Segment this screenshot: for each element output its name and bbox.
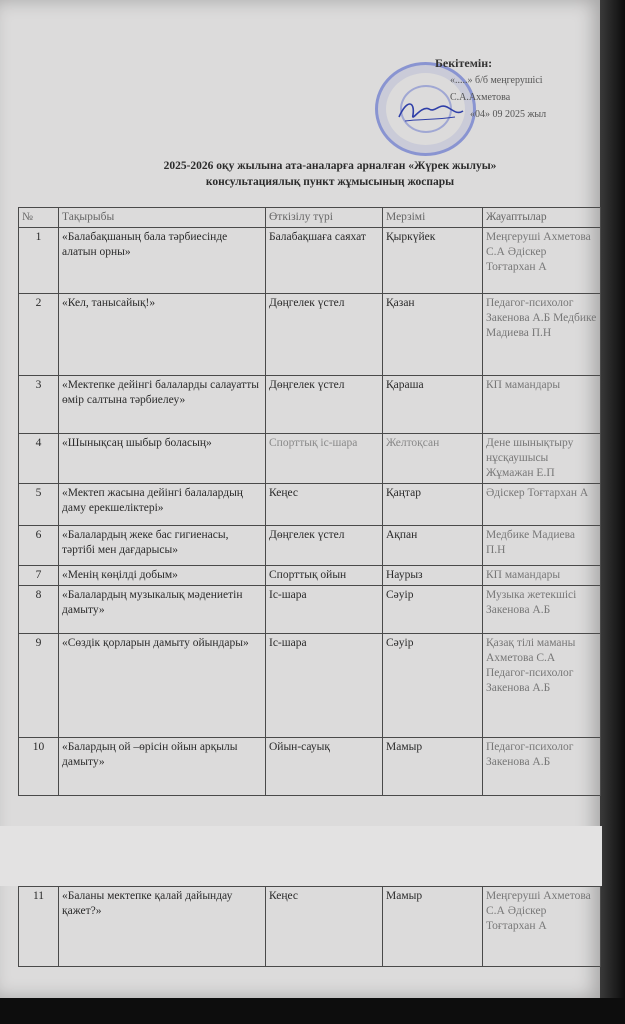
row-form: Ойын-сауық [266, 738, 383, 796]
row-topic: «Менің көңілді добым» [59, 566, 266, 586]
row-term: Мамыр [383, 887, 483, 967]
row-number: 3 [19, 376, 59, 434]
row-form: Спорттық іс-шара [266, 434, 383, 484]
row-number: 11 [19, 887, 59, 967]
row-term: Сәуір [383, 586, 483, 634]
row-topic: «Кел, танысайық!» [59, 294, 266, 376]
row-responsible: Медбике Мадиева П.Н [483, 526, 601, 566]
header-form: Өткізілу түрі [266, 208, 383, 228]
row-topic: «Балабақшаның бала тәрбиесінде алатын орны» [59, 228, 266, 294]
row-term: Қыркүйек [383, 228, 483, 294]
row-term: Мамыр [383, 738, 483, 796]
row-form: Іс-шара [266, 634, 383, 738]
row-responsible: Меңгерушi Ахметова С.А Әдіскер Тоғтархан А [483, 228, 601, 294]
row-term: Сәуір [383, 634, 483, 738]
row-form: Кеңес [266, 887, 383, 967]
header-responsible: Жауаптылар [483, 208, 601, 228]
table-row [19, 376, 601, 434]
plan-table [18, 207, 600, 796]
row-topic: «Балалардың музыкалық мәдениетін дамыту» [59, 586, 266, 634]
table-row [19, 434, 601, 484]
table-row [19, 484, 601, 526]
approval-heading: Бекітемін: [435, 56, 493, 70]
row-term: Қазан [383, 294, 483, 376]
row-number: 7 [19, 566, 59, 586]
table-header-row [19, 208, 601, 228]
row-number: 5 [19, 484, 59, 526]
row-number: 10 [19, 738, 59, 796]
approval-date: «04» 09 2025 жыл [470, 109, 547, 120]
title-line-2: консультациялық пункт жұмысының жоспары [205, 176, 455, 188]
row-responsible: Меңгерушi Ахметова С.А Әдіскер Тоғтархан А [483, 887, 601, 967]
row-form: Дөңгелек үстел [266, 526, 383, 566]
row-responsible: Педагог-психолог Закенова А.Б [483, 738, 601, 796]
dark-edge-right [600, 0, 625, 1024]
row-number: 6 [19, 526, 59, 566]
document-title [70, 158, 590, 190]
row-responsible: Әдіскер Тоғтархан А [483, 484, 601, 526]
row-term: Қараша [383, 376, 483, 434]
header-term: Мерзімі [383, 208, 483, 228]
page-break-area [0, 826, 602, 886]
approval-name: С.А.Ахметова [450, 92, 511, 103]
row-number: 2 [19, 294, 59, 376]
row-topic: «Баланы мектепке қалай дайындау қажет?» [59, 887, 266, 967]
row-topic: «Сөздік қорларын дамыту ойындары» [59, 634, 266, 738]
dark-edge-bottom [0, 998, 625, 1024]
row-number: 1 [19, 228, 59, 294]
row-responsible: Педагог-психолог Закенова А.Б Медбике Мадиева П.Н [483, 294, 601, 376]
title-line-1: 2025-2026 оқу жылына ата-аналарға арналған «Жүрек жылуы» [163, 160, 497, 172]
table-row [19, 294, 601, 376]
table-row [19, 738, 601, 796]
row-topic: «Шынықсаң шыбыр боласың» [59, 434, 266, 484]
row-responsible: Дене шынықтыру нұсқаушысы Жұмажан Е.П [483, 434, 601, 484]
row-number: 9 [19, 634, 59, 738]
row-term: Ақпан [383, 526, 483, 566]
row-term: Наурыз [383, 566, 483, 586]
row-responsible: Музыка жетекшісі Закенова А.Б [483, 586, 601, 634]
header-number: № [19, 208, 59, 228]
row-form: Дөңгелек үстел [266, 294, 383, 376]
row-topic: «Мектепке дейінгі балаларды салауатты өмір салтына тәрбиелеу» [59, 376, 266, 434]
row-term: Желтоқсан [383, 434, 483, 484]
row-responsible: КП мамандары [483, 566, 601, 586]
row-term: Қаңтар [383, 484, 483, 526]
row-responsible: КП мамандары [483, 376, 601, 434]
row-topic: «Балалардың жеке бас гигиенасы, тәртібі мен дағдарысы» [59, 526, 266, 566]
row-form: Балабақшаға саяхат [266, 228, 383, 294]
table-row [19, 634, 601, 738]
row-number: 8 [19, 586, 59, 634]
header-topic: Тақырыбы [59, 208, 266, 228]
row-topic: «Балардың ой –өрісін ойын арқылы дамыту» [59, 738, 266, 796]
row-form: Дөңгелек үстел [266, 376, 383, 434]
plan-table-continued [18, 886, 600, 967]
table-row [19, 887, 601, 967]
approval-position: «.....» б/б меңгерушісі [450, 75, 543, 86]
row-number: 4 [19, 434, 59, 484]
table-row [19, 586, 601, 634]
row-form: Спорттық ойын [266, 566, 383, 586]
approval-block [380, 55, 600, 123]
table-row [19, 566, 601, 586]
row-form: Іс-шара [266, 586, 383, 634]
row-form: Кеңес [266, 484, 383, 526]
table-row [19, 526, 601, 566]
row-responsible: Қазақ тілі маманы Ахметова С.А Педагог-психолог Закенова А.Б [483, 634, 601, 738]
row-topic: «Мектеп жасына дейінгі балалардың даму ерекшеліктері» [59, 484, 266, 526]
table-row [19, 228, 601, 294]
